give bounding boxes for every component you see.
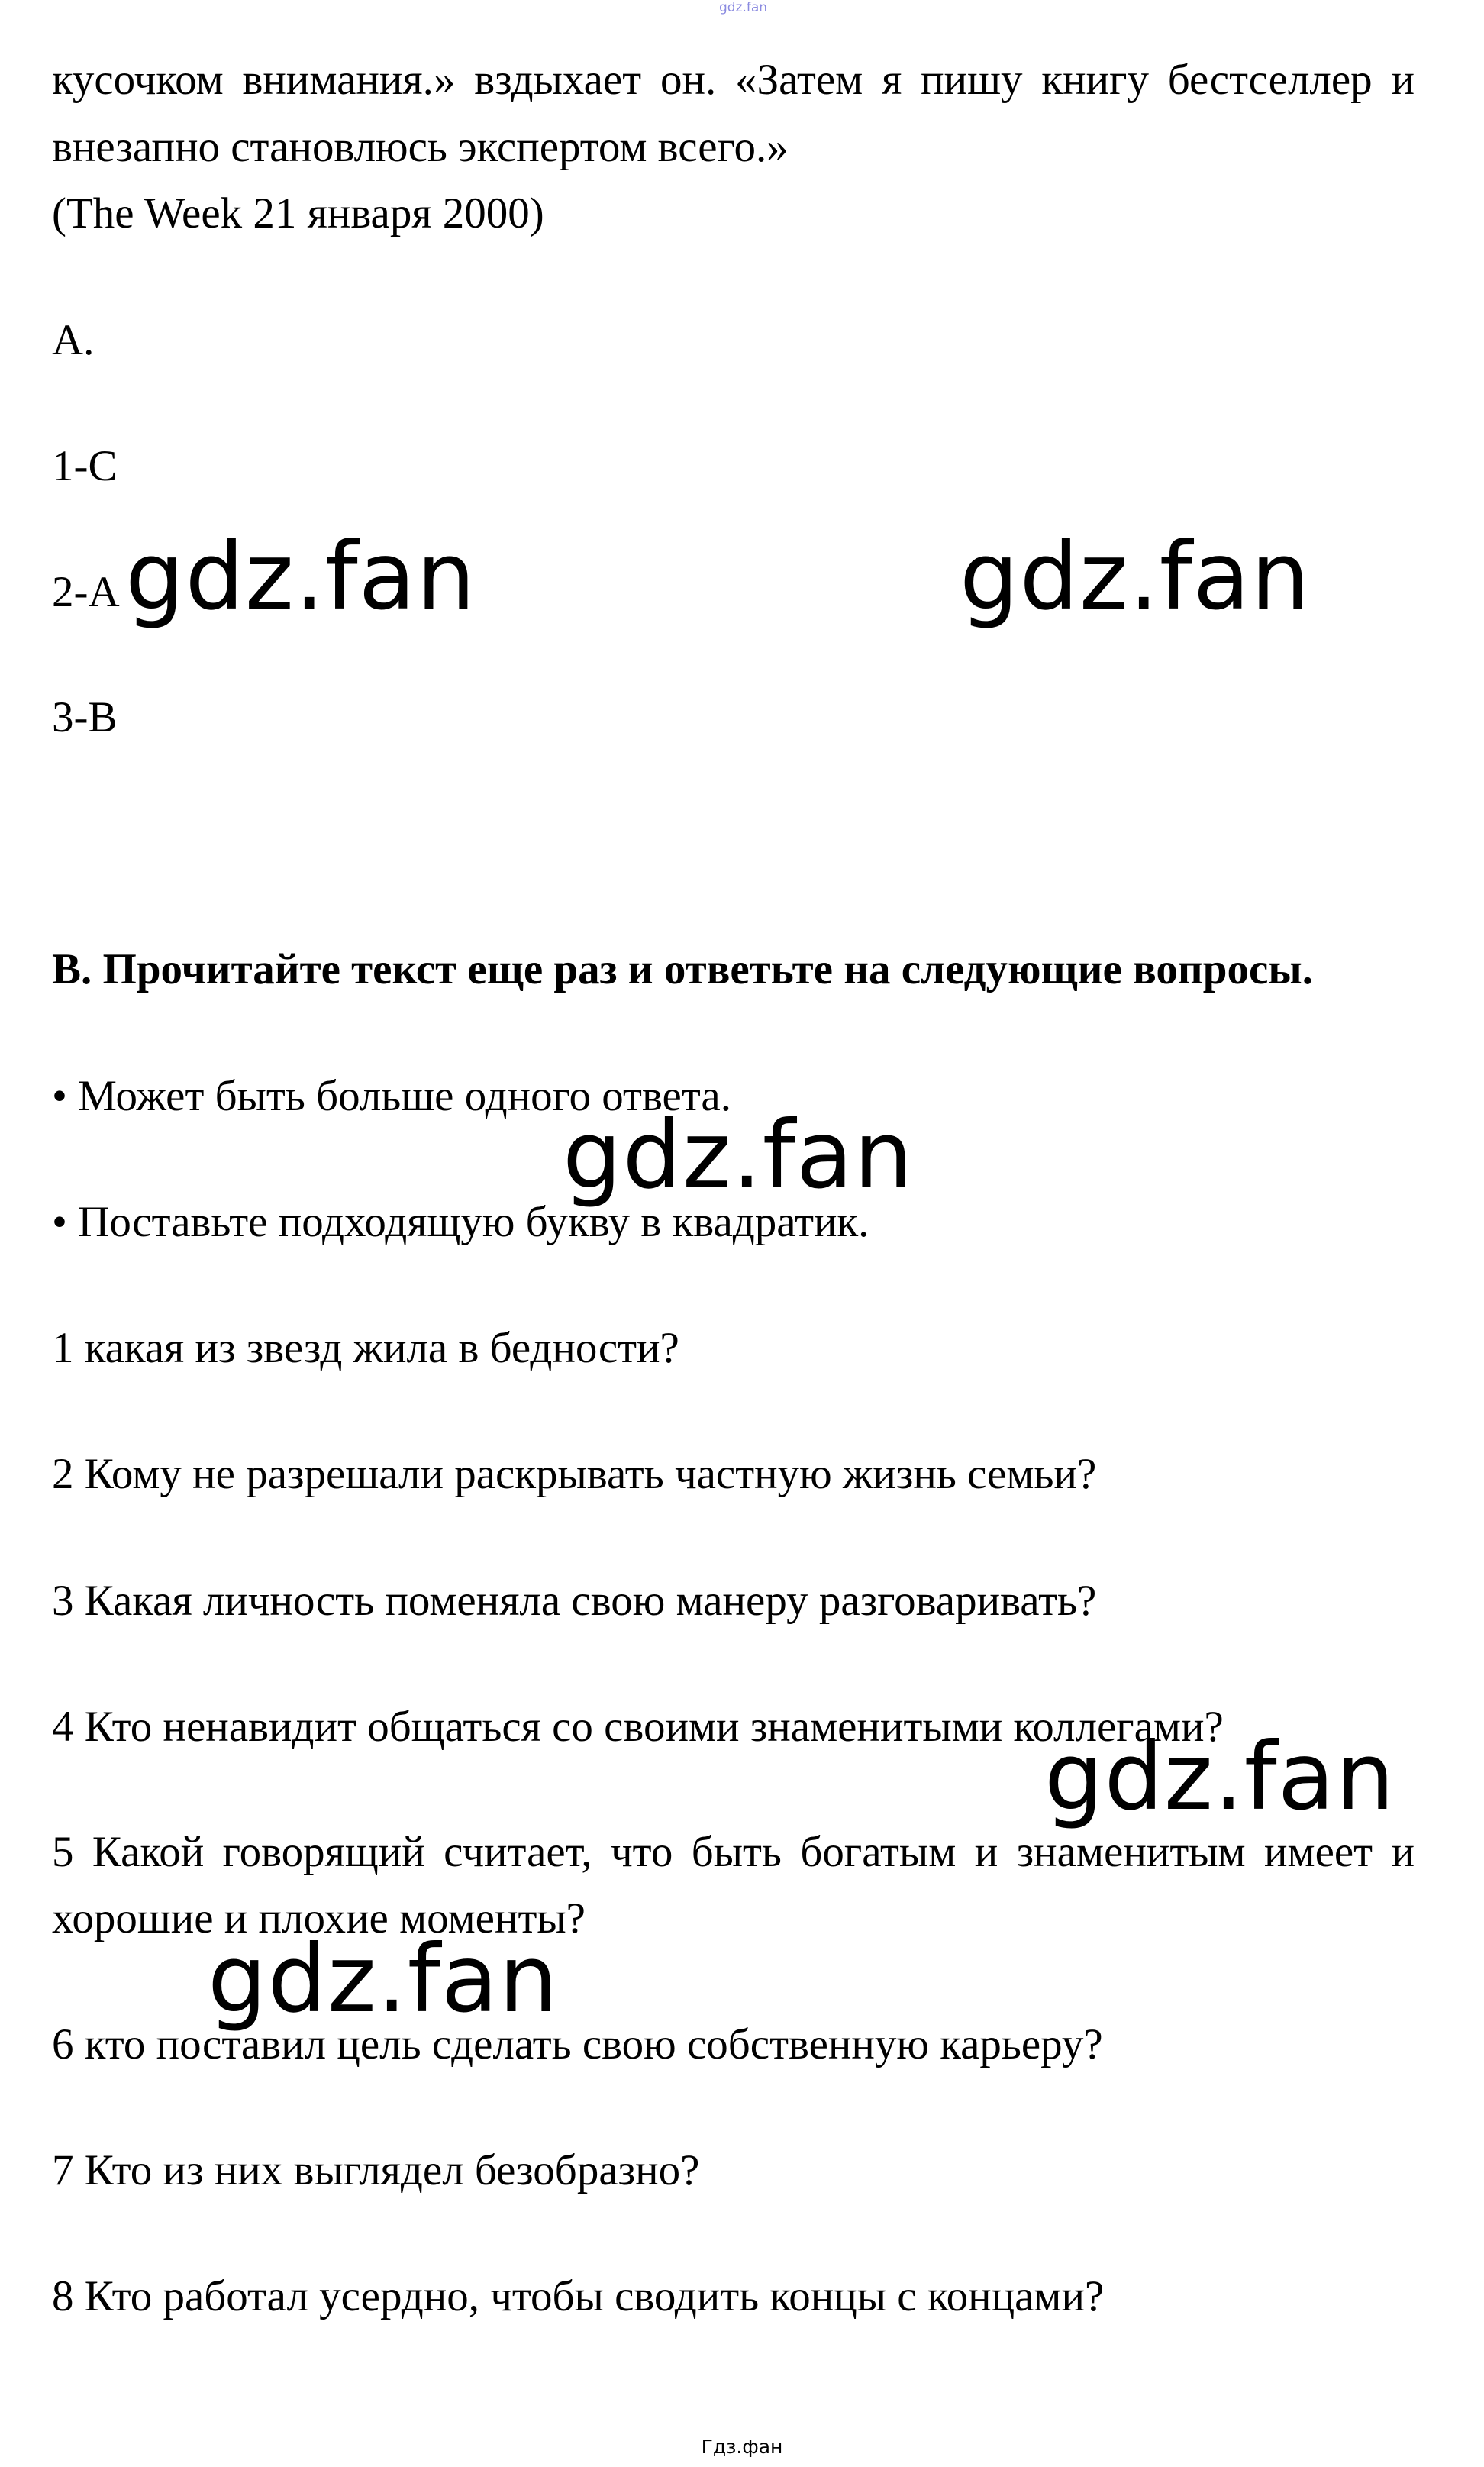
question-1: 1 какая из звезд жила в бедности? <box>52 1324 679 1372</box>
page-footer: Гдз.фан <box>701 2436 783 2458</box>
answer-1: 1-C <box>52 442 118 490</box>
instruction-1: • Может быть больше одного ответа. <box>52 1072 731 1120</box>
question-2: 2 Кому не разрешали раскрывать частную жизнь семьи? <box>52 1450 1097 1498</box>
watermark-4: gdz.fan <box>1044 1723 1395 1831</box>
watermark-1: gdz.fan <box>125 522 476 631</box>
source-citation: (The Week 21 января 2000) <box>52 189 544 237</box>
paragraph-line-1: кусочком внимания.» вздыхает он. «Затем я пишу книгу бестселлер и <box>52 56 1415 104</box>
section-b-heading: B. Прочитайте текст еще раз и ответьте на следующие вопросы. <box>52 945 1313 993</box>
question-6: 6 кто поставил цель сделать свою собственную карьеру? <box>52 2020 1103 2068</box>
question-5-line-1: 5 Какой говорящий считает, что быть богатым и знаменитым имеет и <box>52 1828 1415 1876</box>
question-4: 4 Кто ненавидит общаться со своими знаменитыми коллегами? <box>52 1703 1224 1751</box>
watermark-2: gdz.fan <box>960 522 1311 631</box>
answer-2: 2-A <box>52 568 120 616</box>
question-3: 3 Какая личность поменяла свою манеру разговаривать? <box>52 1577 1097 1625</box>
section-a-heading: A. <box>52 316 95 364</box>
question-7: 7 Кто из них выглядел безобразно? <box>52 2146 700 2194</box>
question-8: 8 Кто работал усердно, чтобы сводить концы с концами? <box>52 2272 1105 2320</box>
paragraph-line-2: внезапно становлюсь экспертом всего.» <box>52 123 789 171</box>
question-5-line-2: хорошие и плохие моменты? <box>52 1894 586 1942</box>
watermark-3: gdz.fan <box>563 1101 914 1209</box>
instruction-2: • Поставьте подходящую букву в квадратик. <box>52 1198 869 1246</box>
top-watermark: gdz.fan <box>719 0 768 15</box>
answer-3: 3-B <box>52 693 118 741</box>
watermark-5: gdz.fan <box>208 1925 559 2033</box>
